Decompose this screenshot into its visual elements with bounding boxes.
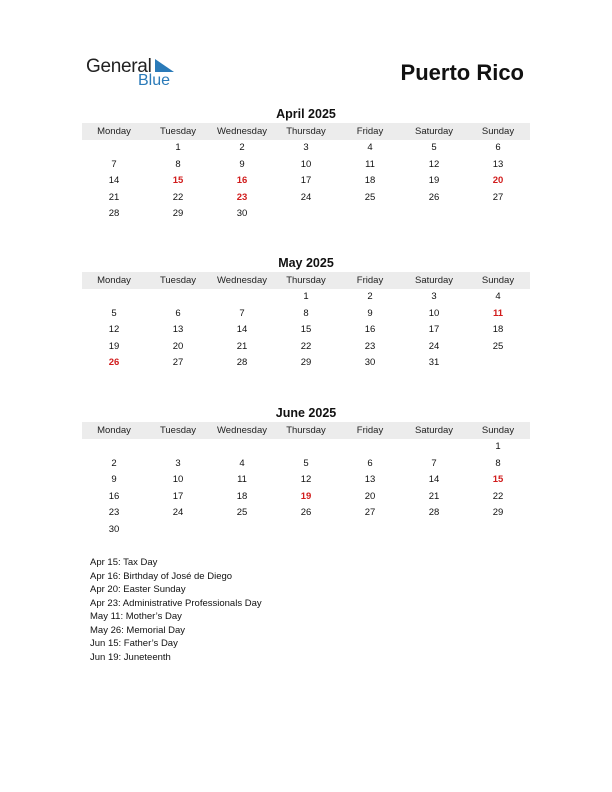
day-cell: 30 <box>236 208 248 220</box>
week-row <box>82 456 530 473</box>
empty-day-cell <box>402 439 466 456</box>
day-cell: 25 <box>364 191 376 203</box>
week-row <box>82 439 530 456</box>
day-cell: 14 <box>428 474 440 486</box>
weekday-label: Thursday <box>286 425 326 436</box>
holiday-list <box>90 556 262 664</box>
empty-day-cell <box>146 289 210 306</box>
day-cell: 20 <box>172 340 184 352</box>
week-row <box>82 190 530 207</box>
day-cell: 6 <box>175 307 181 319</box>
weekday-label: Thursday <box>286 275 326 286</box>
weekday-label: Friday <box>356 275 384 286</box>
week-row <box>82 522 530 539</box>
empty-day-cell <box>338 206 402 223</box>
day-cell: 20 <box>364 490 376 502</box>
logo-text-blue: Blue <box>138 72 171 89</box>
holiday-day-cell: 11 <box>492 307 504 319</box>
day-cell: 3 <box>303 142 309 153</box>
month-title: June 2025 <box>275 406 337 420</box>
day-cell: 27 <box>492 191 504 203</box>
empty-day-cell <box>402 522 466 539</box>
week-row <box>82 339 530 356</box>
day-cell: 24 <box>428 340 440 352</box>
week-row <box>82 206 530 223</box>
weekday-header-row <box>82 272 530 289</box>
day-cell: 28 <box>428 507 440 519</box>
holiday-list-item: Apr 15: Tax Day <box>90 557 158 568</box>
generalblue-logo <box>86 56 186 90</box>
day-cell: 22 <box>492 490 504 502</box>
month-calendar-may <box>82 255 530 372</box>
weekday-label: Saturday <box>414 425 454 436</box>
weekday-label: Monday <box>97 126 131 137</box>
week-row <box>82 489 530 506</box>
day-cell: 7 <box>239 307 245 319</box>
day-cell: 27 <box>172 357 184 369</box>
day-cell: 29 <box>300 357 312 369</box>
holiday-day-cell: 20 <box>492 175 504 187</box>
day-cell: 10 <box>300 158 312 170</box>
holiday-list-item: Jun 15: Father’s Day <box>90 638 178 649</box>
day-cell: 17 <box>172 490 184 502</box>
day-cell: 1 <box>303 291 309 302</box>
weekday-header-row <box>82 123 530 140</box>
day-cell: 4 <box>239 457 245 469</box>
empty-day-cell <box>210 439 274 456</box>
weekday-label: Saturday <box>414 126 454 137</box>
day-cell: 19 <box>428 175 440 187</box>
empty-day-cell <box>82 439 146 456</box>
day-cell: 11 <box>365 158 375 170</box>
day-cell: 5 <box>111 307 117 319</box>
day-cell: 7 <box>111 158 117 170</box>
empty-day-cell <box>146 522 210 539</box>
empty-day-cell <box>146 439 210 456</box>
weekday-label: Tuesday <box>159 425 197 436</box>
weekday-label: Tuesday <box>159 126 197 137</box>
week-row <box>82 157 530 174</box>
day-cell: 13 <box>364 474 376 486</box>
weekday-label: Saturday <box>414 275 454 286</box>
day-cell: 2 <box>367 291 373 302</box>
month-title: April 2025 <box>276 107 336 121</box>
weekday-label: Monday <box>97 275 131 286</box>
day-cell: 12 <box>300 474 312 486</box>
week-row <box>82 472 530 489</box>
day-cell: 14 <box>236 324 248 336</box>
day-cell: 3 <box>175 457 181 469</box>
day-cell: 9 <box>367 307 373 319</box>
day-cell: 10 <box>428 307 440 319</box>
empty-day-cell <box>338 522 402 539</box>
weekday-header-row <box>82 422 530 439</box>
day-cell: 13 <box>492 158 504 170</box>
week-row <box>82 140 530 157</box>
day-cell: 2 <box>111 457 117 469</box>
day-cell: 21 <box>428 490 440 502</box>
day-cell: 26 <box>300 507 312 519</box>
week-row <box>82 355 530 372</box>
weekday-label: Tuesday <box>159 275 197 286</box>
holiday-day-cell: 19 <box>300 490 312 502</box>
holiday-list-item: Apr 16: Birthday of José de Diego <box>90 570 233 582</box>
weekday-label: Friday <box>356 126 384 137</box>
day-cell: 1 <box>175 142 181 153</box>
day-cell: 16 <box>364 324 376 336</box>
weekday-label: Wednesday <box>217 275 267 286</box>
empty-day-cell <box>402 206 466 223</box>
empty-day-cell <box>466 206 530 223</box>
day-cell: 17 <box>428 324 440 336</box>
day-cell: 30 <box>364 357 376 369</box>
empty-day-cell <box>210 522 274 539</box>
empty-day-cell <box>466 355 530 372</box>
day-cell: 1 <box>495 441 501 452</box>
day-cell: 6 <box>495 142 501 153</box>
day-cell: 18 <box>492 324 504 336</box>
week-row <box>82 173 530 190</box>
holiday-day-cell: 23 <box>236 191 248 203</box>
month-calendar-april <box>82 106 530 223</box>
day-cell: 22 <box>172 191 184 203</box>
empty-day-cell <box>274 439 338 456</box>
day-cell: 28 <box>108 208 120 220</box>
day-cell: 26 <box>428 191 440 203</box>
day-cell: 19 <box>108 340 120 352</box>
holiday-day-cell: 26 <box>108 357 120 369</box>
empty-day-cell <box>466 522 530 539</box>
week-row <box>82 289 530 306</box>
holiday-day-cell: 15 <box>172 175 184 187</box>
weekday-label: Monday <box>97 425 131 436</box>
empty-day-cell <box>210 289 274 306</box>
day-cell: 28 <box>236 357 248 369</box>
day-cell: 8 <box>175 158 181 170</box>
day-cell: 23 <box>364 340 376 352</box>
day-cell: 25 <box>492 340 504 352</box>
day-cell: 24 <box>172 507 184 519</box>
weekday-label: Sunday <box>481 425 515 436</box>
empty-day-cell <box>82 289 146 306</box>
day-cell: 21 <box>236 340 248 352</box>
empty-day-cell <box>82 140 146 157</box>
day-cell: 5 <box>303 457 309 469</box>
day-cell: 7 <box>431 457 437 469</box>
day-cell: 4 <box>495 291 501 302</box>
day-cell: 24 <box>300 191 312 203</box>
weekday-label: Wednesday <box>217 425 267 436</box>
day-cell: 15 <box>300 324 312 336</box>
month-calendar-june <box>82 405 530 539</box>
weekday-label: Wednesday <box>217 126 267 137</box>
day-cell: 21 <box>108 191 120 203</box>
holiday-day-cell: 15 <box>492 474 504 486</box>
day-cell: 18 <box>364 175 376 187</box>
holiday-list-item: May 26: Memorial Day <box>90 624 186 636</box>
day-cell: 6 <box>367 457 373 469</box>
day-cell: 25 <box>236 507 248 519</box>
day-cell: 12 <box>108 324 120 336</box>
week-row <box>82 322 530 339</box>
day-cell: 16 <box>108 490 120 502</box>
weekday-label: Friday <box>356 425 384 436</box>
day-cell: 30 <box>108 523 120 535</box>
country-title: Puerto Rico <box>400 60 524 85</box>
day-cell: 27 <box>364 507 376 519</box>
day-cell: 9 <box>239 158 245 170</box>
day-cell: 8 <box>495 457 501 469</box>
day-cell: 23 <box>108 507 120 519</box>
holiday-day-cell: 16 <box>236 175 248 187</box>
month-title: May 2025 <box>278 256 334 270</box>
day-cell: 8 <box>303 307 309 319</box>
week-row <box>82 505 530 522</box>
day-cell: 4 <box>367 142 373 153</box>
day-cell: 12 <box>428 158 440 170</box>
day-cell: 3 <box>431 291 437 302</box>
weekday-label: Thursday <box>286 126 326 137</box>
logo-text-general: General <box>86 56 152 77</box>
day-cell: 9 <box>111 474 117 486</box>
holiday-list-item: May 11: Mother’s Day <box>90 611 182 622</box>
weekday-label: Sunday <box>481 275 515 286</box>
empty-day-cell <box>338 439 402 456</box>
day-cell: 5 <box>431 142 437 153</box>
day-cell: 29 <box>172 208 184 220</box>
day-cell: 14 <box>108 175 120 187</box>
holiday-list-item: Apr 20: Easter Sunday <box>90 584 186 595</box>
day-cell: 22 <box>300 340 312 352</box>
day-cell: 29 <box>492 507 504 519</box>
day-cell: 31 <box>428 357 440 369</box>
day-cell: 17 <box>300 175 312 187</box>
holiday-list-item: Jun 19: Juneteenth <box>90 651 171 663</box>
day-cell: 18 <box>236 490 248 502</box>
day-cell: 10 <box>172 474 184 486</box>
weekday-label: Sunday <box>481 126 515 137</box>
week-row <box>82 306 530 323</box>
day-cell: 2 <box>239 142 245 153</box>
empty-day-cell <box>274 206 338 223</box>
holiday-list-item: Apr 23: Administrative Professionals Day <box>90 597 262 609</box>
empty-day-cell <box>274 522 338 539</box>
logo-triangle-icon <box>155 59 175 73</box>
day-cell: 13 <box>172 324 184 336</box>
day-cell: 11 <box>237 474 247 486</box>
